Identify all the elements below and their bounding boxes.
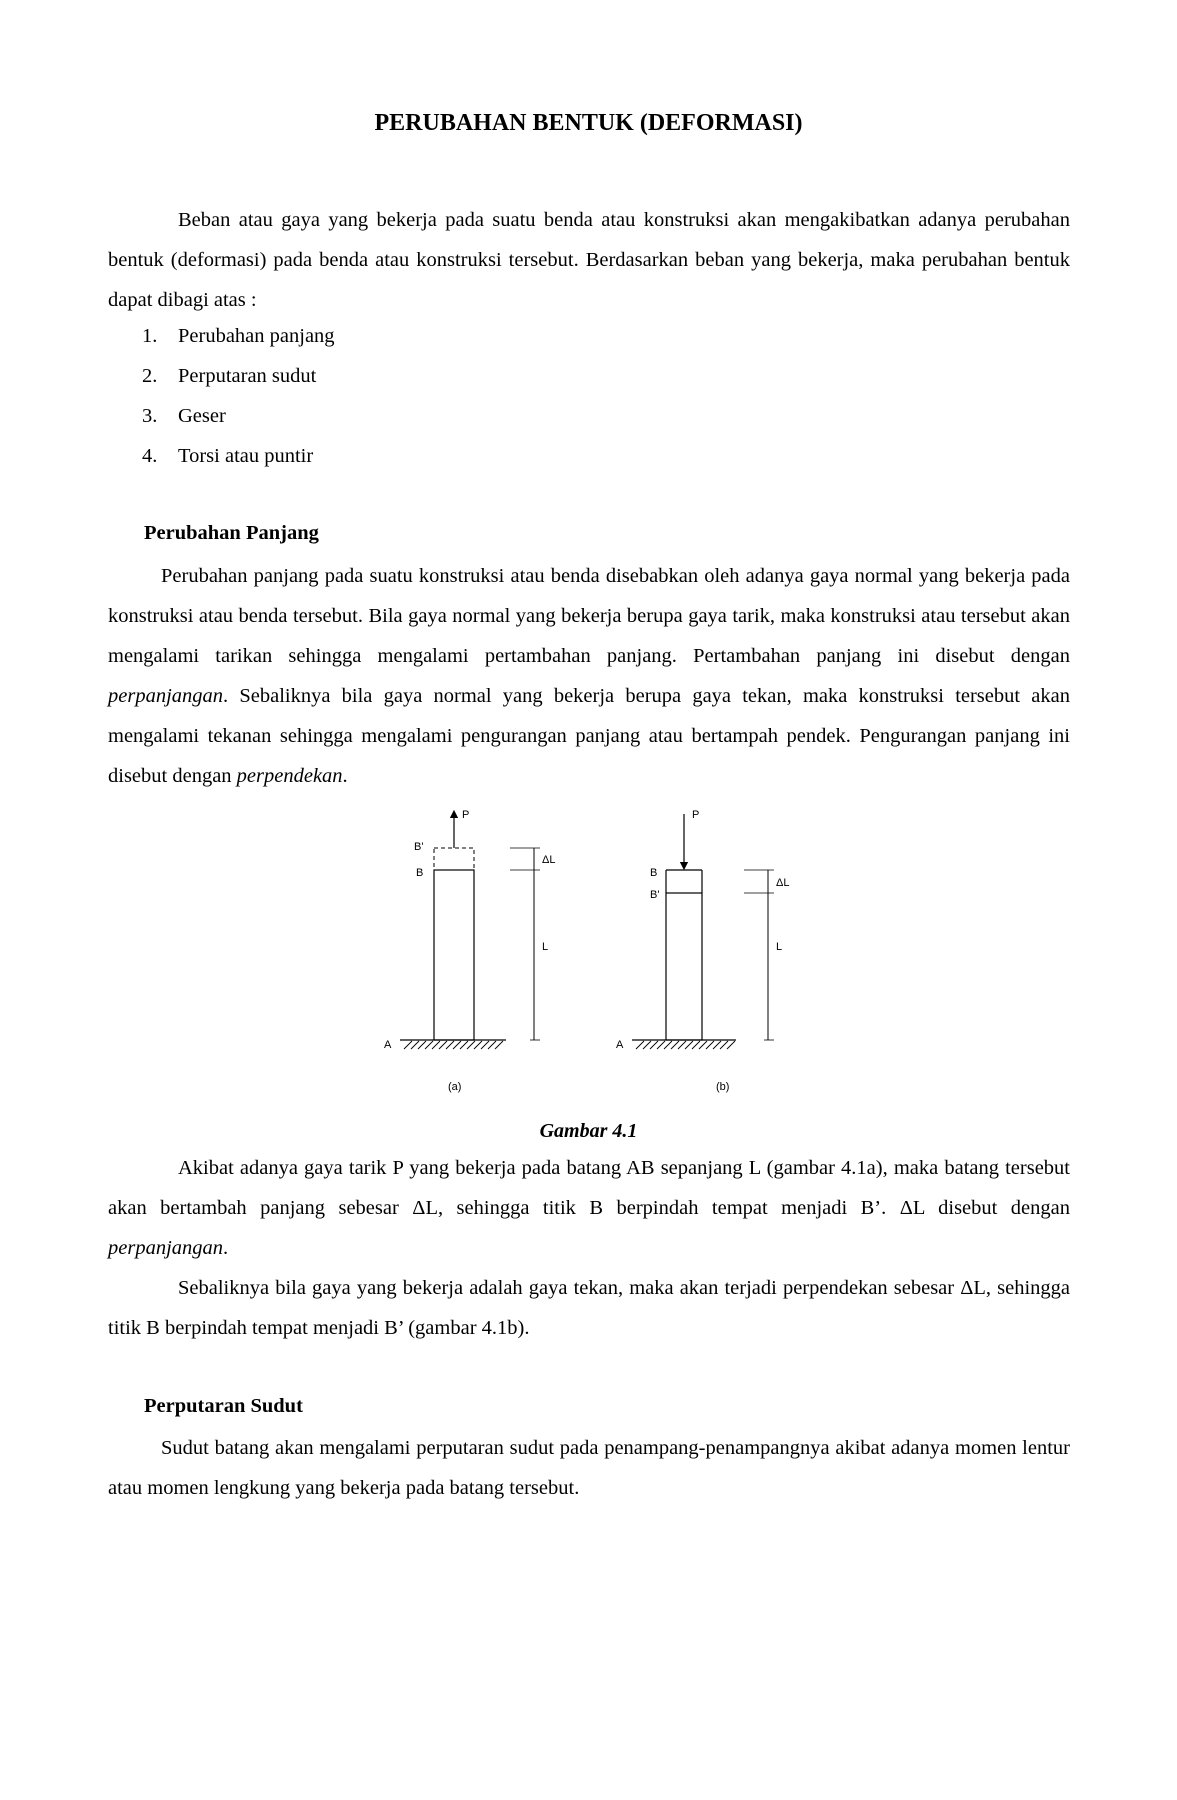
after-figure-paragraph-1: Akibat adanya gaya tarik P yang bekerja pada batang AB sepanjang L (gambar 4.1a), maka batang tersebut akan bertambah panjang sebesar ΔL, sehingga titik B berpindah tempat menjadi B’. ΔL disebut dengan perpanjangan. <box>108 1157 1070 1259</box>
list-item: 3. Geser <box>142 405 226 427</box>
list-item: 2. Perputaran sudut <box>142 365 317 387</box>
delta-label-a: ΔL <box>542 854 556 866</box>
length-label-a: L <box>542 941 549 953</box>
length-label-b: L <box>776 941 783 953</box>
section1-paragraph: Perubahan panjang pada suatu konstruksi atau benda disebabkan oleh adanya gaya normal yang bekerja pada konstruksi atau benda tersebut. Bila gaya normal yang bekerja berupa gaya tarik, maka konstruksi atau tersebut akan mengalami tarikan sehingga mengalami pertambahan panjang. Pertambahan panjang ini disebut dengan perpanjangan. Sebaliknya bila gaya normal yang bekerja berupa gaya tekan, maka konstruksi tersebut akan mengalami tekanan sehingga mengalami pengurangan panjang atau bertampah pendek. Pengurangan panjang ini disebut dengan perpendekan. <box>108 565 1070 787</box>
section2-paragraph: Sudut batang akan mengalami perputaran sudut pada penampang-penampangnya akibat adanya momen lentur atau momen lengkung yang bekerja pada batang tersebut. <box>108 1437 1070 1499</box>
figure-caption: Gambar 4.1 <box>539 1120 638 1142</box>
force-label-a: P <box>462 809 470 821</box>
list-item: 1. Perubahan panjang <box>142 325 335 347</box>
ground-hatch-b <box>636 1041 735 1049</box>
figure-a-label: (a) <box>448 1081 462 1093</box>
b-prime-label-b: B' <box>650 889 660 901</box>
b-label-b: B <box>650 867 658 879</box>
ground-hatch-a <box>404 1041 503 1049</box>
list-item: 4. Torsi atau puntir <box>142 445 314 467</box>
page-title: PERUBAHAN BENTUK (DEFORMASI) <box>374 110 803 136</box>
delta-label-b: ΔL <box>776 877 790 889</box>
section-heading-perputaran-sudut: Perputaran Sudut <box>144 1395 303 1417</box>
force-label-b: P <box>692 809 700 821</box>
b-prime-label-a: B' <box>414 841 424 853</box>
section-heading-perubahan-panjang: Perubahan Panjang <box>144 522 319 544</box>
intro-text: Beban atau gaya yang bekerja pada suatu benda atau konstruksi akan mengakibatkan adanya perubahan bentuk (deformasi) pada benda atau konstruksi tersebut. Berdasarkan beban yang bekerja, maka perubahan bentuk dapat dibagi atas : <box>108 209 1070 311</box>
deformation-list <box>142 316 335 476</box>
b-label-a: B <box>416 867 424 879</box>
figure-a <box>384 809 555 1093</box>
figure-4-1 <box>360 800 860 1110</box>
figure-b-label: (b) <box>716 1081 730 1093</box>
a-label-b: A <box>616 1039 624 1051</box>
figure-b <box>616 809 789 1093</box>
elongation-dashed-a <box>434 848 474 870</box>
intro-paragraph <box>108 200 1070 320</box>
a-label-a: A <box>384 1039 392 1051</box>
bar-b <box>666 893 702 1040</box>
bar-a <box>434 870 474 1040</box>
after-figure-paragraph-2: Sebaliknya bila gaya yang bekerja adalah gaya tekan, maka akan terjadi perpendekan sebesar ΔL, sehingga titik B berpindah tempat menjadi B’ (gambar 4.1b). <box>108 1277 1070 1339</box>
